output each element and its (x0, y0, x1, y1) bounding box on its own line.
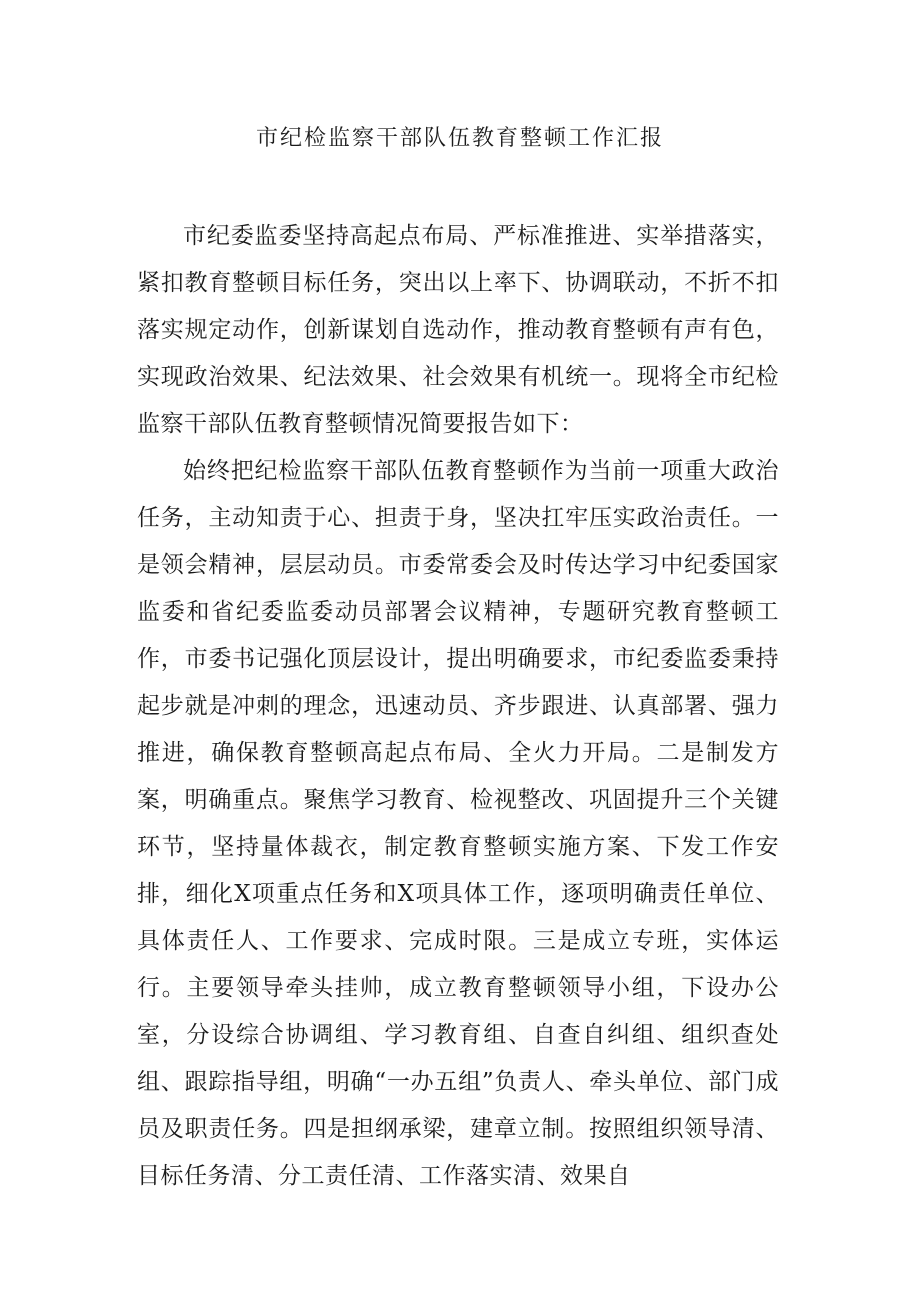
document-body (137, 213, 779, 1200)
paragraph-intro: 市纪委监委坚持高起点布局、严标准推进、实举措落实，紧扣教育整顿目标任务，突出以上率下、协调联动，不折不扣落实规定动作，创新谋划自选动作，推动教育整顿有声有色，实现政治效果、纪法效果、社会效果有机统一。现将全市纪检监察干部队伍教育整顿情况简要报告如下： (137, 223, 779, 437)
document-title: 市纪检监察干部队伍教育整顿工作汇报 (255, 126, 664, 151)
paragraph-main: 始终把纪检监察干部队伍教育整顿作为当前一项重大政治任务，主动知责于心、担责于身，坚决扛牢压实政治责任。一是领会精神，层层动员。市委常委会及时传达学习中纪委国家监委和省纪委监委动员部署会议精神，专题研究教育整顿工作，市委书记强化顶层设计，提出明确要求，市纪委监委秉持起步就是冲刺的理念，迅速动员、齐步跟进、认真部署、强力推进，确保教育整顿高起点布局、全火力开局。二是制发方案，明确重点。聚焦学习教育、检视整改、巩固提升三个关键环节，坚持量体裁衣，制定教育整顿实施方案、下发工作安排，细化X项重点任务和X项具体工作，逐项明确责任单位、具体责任人、工作要求、完成时限。三是成立专班，实体运行。主要领导牵头挂帅，成立教育整顿领导小组，下设办公室，分设综合协调组、学习教育组、自查自纠组、组织查处组、跟踪指导组，明确“一办五组”负责人、牵头单位、部门成员及职责任务。四是担纲承梁，建章立制。按照组织领导清、目标任务清、分工责任清、工作落实清、效果自 (137, 458, 779, 1189)
